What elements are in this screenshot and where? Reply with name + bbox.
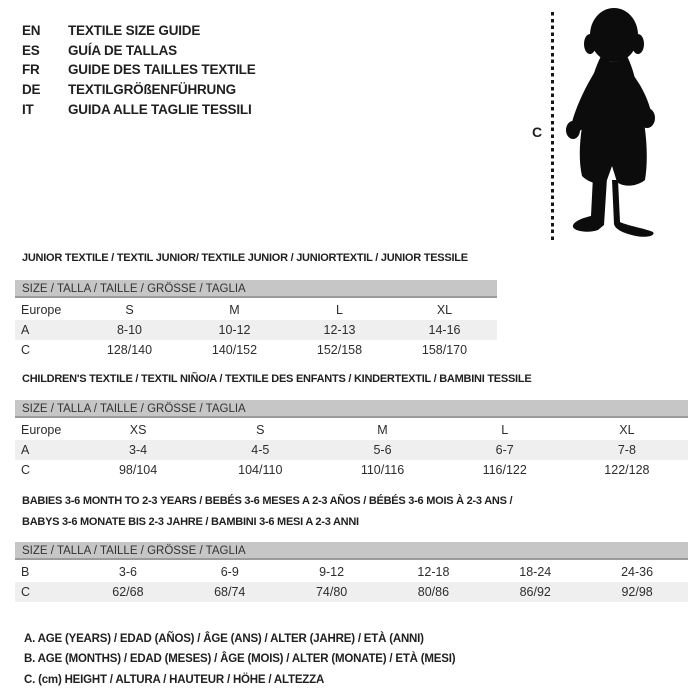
language-code: ES: [22, 42, 40, 58]
age-cell: 12-13: [323, 323, 356, 337]
age-cell: 4-5: [251, 443, 270, 457]
babies-size-header-bar: [15, 542, 688, 560]
months-cell: 6-9: [220, 565, 239, 579]
size-header-text: SIZE / TALLA / TAILLE / GRÖSSE / TAGLIA: [22, 403, 246, 415]
height-cell: 92/98: [621, 585, 653, 599]
language-guide-list: [22, 21, 256, 119]
age-cell: 8-10: [116, 323, 143, 337]
children-table-title: CHILDREN'S TEXTILE / TEXTIL NIÑO/A / TEXTILE DES ENFANTS / KINDERTEXTIL / BAMBINI TESSILE: [22, 373, 532, 385]
size-cell: XS: [129, 423, 147, 437]
legend-line-c: C. (cm) HEIGHT / ALTURA / HAUTEUR / HÖHE / ALTEZZA: [24, 673, 325, 686]
babies-title-line-1: BABIES 3-6 MONTH TO 2-3 YEARS / BEBÉS 3-6 MESES A 2-3 AÑOS / BÉBÉS 3-6 MOIS À 2-3 ANS /: [22, 495, 513, 507]
age-cell: 6-7: [495, 443, 514, 457]
language-code: FR: [22, 62, 40, 78]
table-row-height: [15, 460, 688, 480]
height-cell: 158/170: [421, 343, 468, 357]
table-row-months: [15, 562, 688, 582]
height-cell: 74/80: [315, 585, 348, 599]
age-cell: 10-12: [218, 323, 251, 337]
size-header-text: SIZE / TALLA / TAILLE / GRÖSSE / TAGLIA: [22, 545, 246, 557]
language-code: EN: [22, 23, 41, 39]
language-label: GUÍA DE TALLAS: [68, 42, 177, 58]
months-cell: 9-12: [319, 565, 345, 579]
babies-table-title: [22, 491, 512, 533]
height-cell: 128/140: [106, 343, 153, 357]
measure-legend: [24, 629, 455, 690]
height-cell: 152/158: [316, 343, 363, 357]
height-cell: 122/128: [604, 463, 650, 477]
junior-size-header-bar: [15, 280, 497, 298]
height-cell: 116/122: [482, 463, 527, 477]
height-cell: 140/152: [211, 343, 258, 357]
size-cell: S: [256, 423, 265, 437]
table-row-age: [15, 440, 688, 460]
row-label: A: [21, 323, 30, 337]
height-cell: 68/74: [214, 585, 246, 599]
age-cell: 14-16: [428, 323, 461, 337]
months-cell: 18-24: [519, 565, 552, 579]
children-table: [15, 420, 688, 480]
junior-table: [15, 300, 497, 360]
months-cell: 3-6: [118, 565, 137, 579]
babies-table: [15, 562, 688, 602]
row-label: C: [21, 463, 31, 477]
row-label: Europe: [21, 423, 62, 437]
size-cell: L: [336, 303, 343, 317]
height-cell: 104/110: [238, 463, 283, 477]
table-row-europe: [15, 420, 688, 440]
size-header-text: SIZE / TALLA / TAILLE / GRÖSSE / TAGLIA: [22, 283, 246, 295]
language-row-en: [22, 21, 256, 41]
height-measure-dashed-line: [551, 12, 554, 242]
table-row-europe: [15, 300, 497, 320]
months-cell: 24-36: [621, 565, 654, 579]
row-label: C: [21, 585, 31, 599]
language-label: GUIDA ALLE TAGLIE TESSILI: [68, 101, 252, 117]
language-row-fr: [22, 60, 256, 80]
height-cell: 80/86: [417, 585, 450, 599]
toddler-silhouette-icon: [561, 6, 661, 240]
children-size-header-bar: [15, 400, 688, 418]
row-label: A: [21, 443, 30, 457]
table-row-height: [15, 340, 497, 360]
size-cell: L: [501, 423, 509, 437]
size-cell: M: [377, 423, 388, 437]
junior-table-title: JUNIOR TEXTILE / TEXTIL JUNIOR/ TEXTILE JUNIOR / JUNIORTEXTIL / JUNIOR TESSILE: [22, 252, 468, 264]
row-label: B: [21, 565, 30, 579]
height-cell: 98/104: [118, 463, 158, 477]
height-cell: 86/92: [519, 585, 551, 599]
babies-title-line-2: BABYS 3-6 MONATE BIS 2-3 JAHRE / BAMBINI 3-6 MESI A 2-3 ANNI: [22, 516, 359, 528]
legend-line-b: B. AGE (MONTHS) / EDAD (MESES) / ÂGE (MOIS) / ALTER (MONATE) / ETÀ (MESI): [24, 653, 456, 666]
height-measure-label: C: [532, 124, 543, 140]
height-cell: 110/116: [360, 463, 405, 477]
language-row-de: [22, 80, 256, 100]
age-cell: 3-4: [129, 443, 148, 457]
months-cell: 12-18: [417, 565, 450, 579]
legend-line-a: A. AGE (YEARS) / EDAD (AÑOS) / ÂGE (ANS) / ALTER (JAHRE) / ETÀ (ANNI): [24, 633, 424, 645]
row-label: C: [21, 343, 31, 357]
language-label: TEXTILE SIZE GUIDE: [68, 23, 201, 39]
size-cell: XL: [436, 303, 453, 317]
table-row-age: [15, 320, 497, 340]
language-label: GUIDE DES TAILLES TEXTILE: [68, 62, 256, 78]
language-code: DE: [22, 82, 41, 98]
row-label: Europe: [21, 303, 62, 317]
age-cell: 7-8: [617, 443, 636, 457]
height-cell: 62/68: [112, 585, 144, 599]
language-code: IT: [22, 101, 34, 117]
table-row-height: [15, 582, 688, 602]
language-row-it: [22, 99, 256, 119]
language-label: TEXTILGRÖßENFÜHRUNG: [68, 82, 236, 98]
size-cell: XL: [619, 423, 635, 437]
language-row-es: [22, 41, 256, 61]
size-cell: S: [125, 303, 134, 317]
size-cell: M: [229, 303, 240, 317]
age-cell: 5-6: [373, 443, 392, 457]
